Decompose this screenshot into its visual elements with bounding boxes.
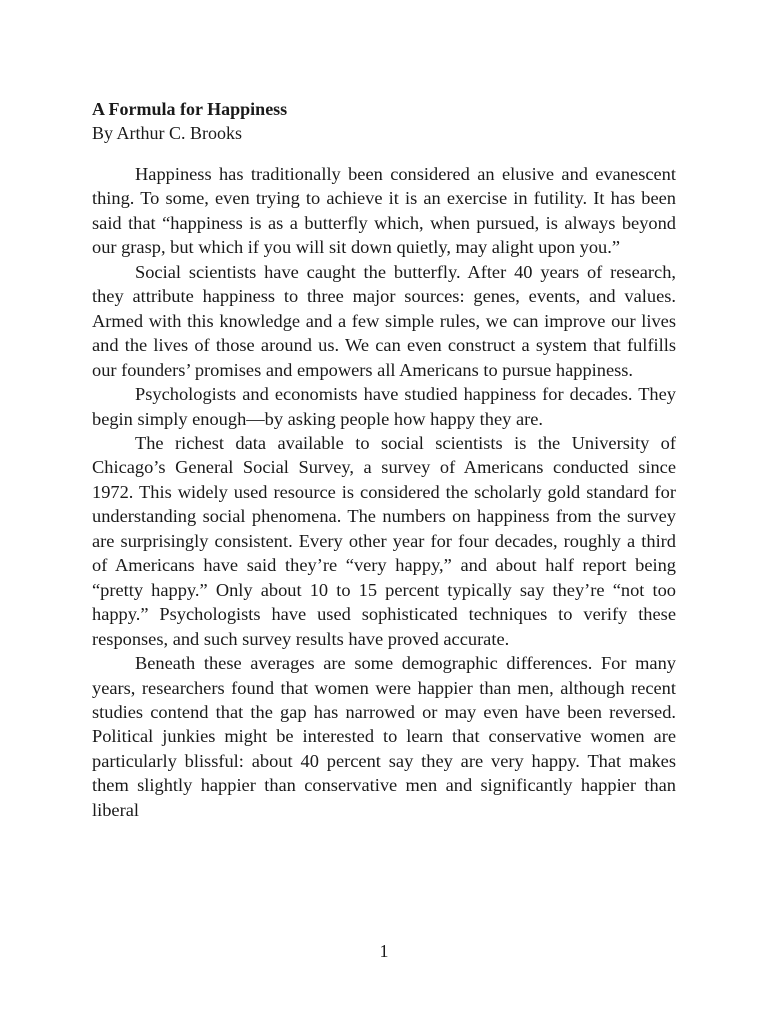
document-byline: By Arthur C. Brooks (92, 123, 243, 143)
paragraph: Beneath these averages are some demographic differences. For many years, researchers found that women were happier than men, although recent studies contend that the gap has narrowed or may even have been reversed. Political junkies might be interested to learn that conservative women are particularly blissful: about 40 percent say they are very happy. That makes them slightly happier than conservative men and significantly happier than liberal (92, 653, 676, 820)
document-body (92, 97, 676, 822)
page-number: 1 (379, 941, 389, 961)
paragraph: The richest data available to social scientists is the University of Chicago’s General Social Survey, a survey of Americans conducted since 1972. This widely used resource is considered the scholarly gold standard for understanding social phenomena. The numbers on happiness from the survey are surprisingly consistent. Every other year for four decades, roughly a third of Americans have said they’re “very happy,” and about half report being “pretty happy.” Only about 10 to 15 percent typically say they’re “not too happy.” Psychologists have used sophisticated techniques to verify these responses, and such survey results have proved accurate. (92, 432, 676, 649)
document-title: A Formula for Happiness (92, 99, 288, 119)
paragraph: Social scientists have caught the butterfly. After 40 years of research, they attribute happiness to three major sources: genes, events, and values. Armed with this knowledge and a few simple rules, we can improve our lives and the lives of those around us. We can even construct a system that fulfills our founders’ promises and empowers all Americans to pursue happiness. (92, 261, 676, 380)
paragraph: Happiness has traditionally been considered an elusive and evanescent thing. To some, even trying to achieve it is an exercise in futility. It has been said that “happiness is as a butterfly which, when pursued, is always beyond our grasp, but which if you will sit down quietly, may alight upon you.” (92, 164, 676, 258)
paragraph: Psychologists and economists have studied happiness for decades. They begin simply enough—by asking people how happy they are. (92, 384, 676, 429)
